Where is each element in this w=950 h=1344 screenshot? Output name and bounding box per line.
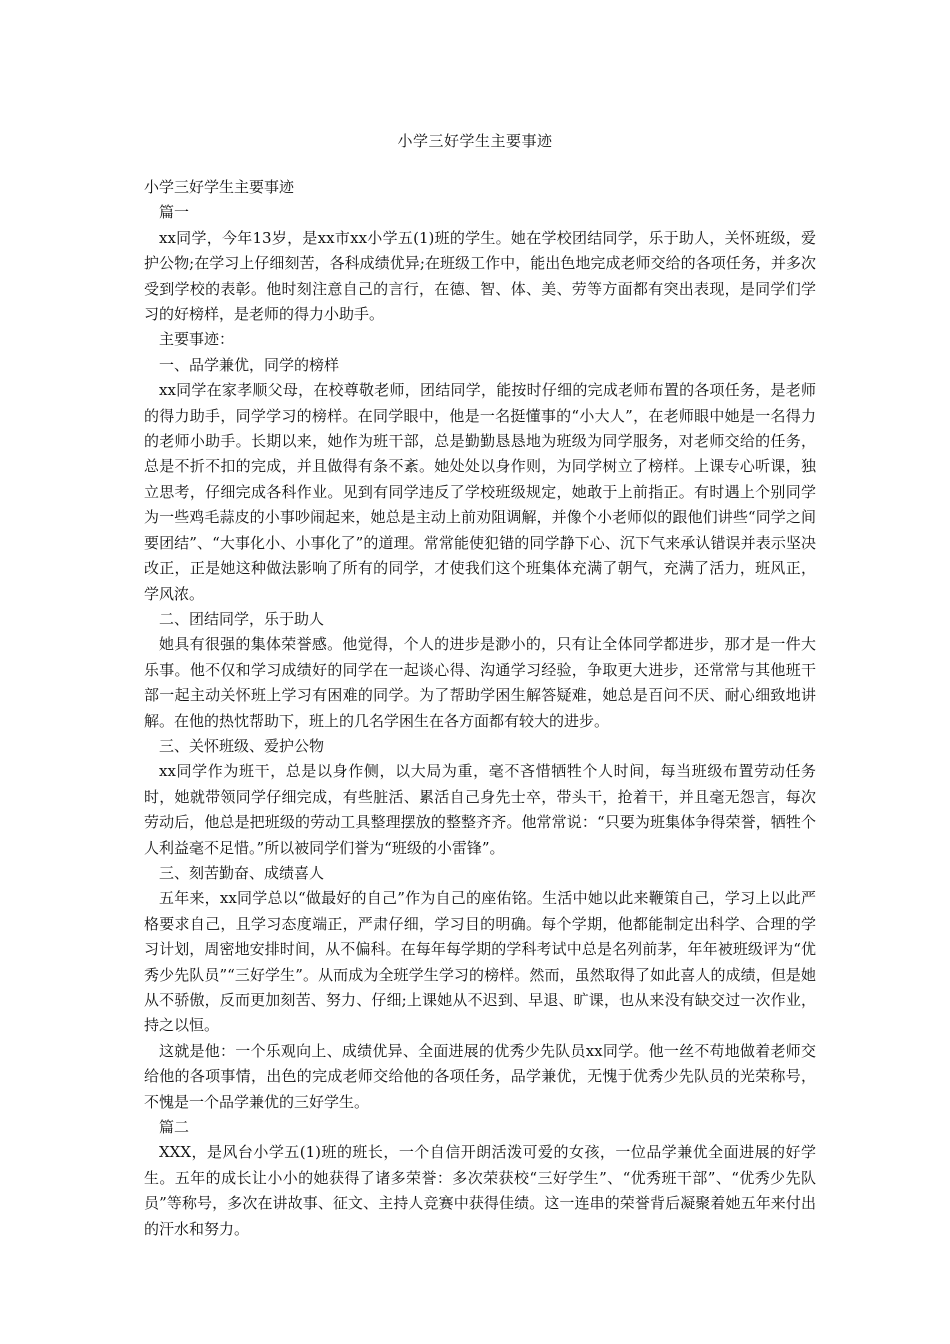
section-label-1: 篇一 <box>159 203 190 222</box>
section-label-2: 篇二 <box>159 1118 190 1137</box>
heading-4: 三、刻苦勤奋、成绩喜人 <box>159 863 325 882</box>
document-title: 小学三好学生主要事迹 <box>397 132 553 150</box>
paragraph-class-care: xx同学作为班干，总是以身作侧，以大局为重，毫不吝惜牺牲个人时间，每当班级布置劳动任务时，她就带领同学仔细完成，有些脏活、累活自己身先士卒，带头干，抢着干，并且毫无怨言，每次劳动后，他总是把班级的劳动工具整理摆放的整整齐齐。他常常说：“只要为班集体争得荣誉，牺牲个人利益毫不足惜。”所以被同学们誉为“班级的小雷锋”。 <box>144 762 816 857</box>
heading-3: 三、关怀班级、爱护公物 <box>159 736 325 755</box>
paragraph-intro: xx同学，今年13岁，是xx市xx小学五(1)班的学生。她在学校团结同学，乐于助人，关怀班级，爱护公物;在学习上仔细刻苦，各科成绩优异;在班级工作中，能出色地完成老师交给的各项任务，并多次受到学校的表彰。他时刻注意自己的言行，在德、智、体、美、劳等方面都有突出表现，是同学们学习的好榜样，是老师的得力小助手。 <box>144 228 816 324</box>
heading-1: 一、品学兼优，同学的榜样 <box>159 355 340 374</box>
document-subtitle: 小学三好学生主要事迹 <box>144 178 295 196</box>
main-deeds-heading: 主要事迹： <box>159 330 235 349</box>
heading-2: 二、团结同学，乐于助人 <box>159 609 325 628</box>
document-body <box>144 175 816 1242</box>
paragraph-role-model: xx同学在家孝顺父母，在校尊敬老师，团结同学，能按时仔细的完成老师布置的各项任务，是老师的得力助手，同学学习的榜样。在同学眼中，他是一名挺懂事的“小大人”，在老师眼中她是一名得力的老师小助手。长期以来，她作为班干部，总是勤勤恳恳地为班级为同学服务，对老师交给的任务，总是不折不扣的完成，并且做得有条不紊。她处处以身作则，为同学树立了榜样。上课专心听课，独立思考，仔细完成各科作业。见到有同学违反了学校班级规定，她敢于上前指正。有时遇上个别同学为一些鸡毛蒜皮的小事吵闹起来，她总是主动上前劝阻调解，并像个小老师似的跟他们讲些“同学之间要团结”、“大事化小、小事化了”的道理。常常能使犯错的同学静下心、沉下气来承认错误并表示坚决改正，正是她这种做法影响了所有的同学，才使我们这个班集体充满了朝气，充满了活力，班风正，学风浓。 <box>144 381 816 603</box>
paragraph-helpful: 她具有很强的集体荣誉感。他觉得，个人的进步是渺小的，只有让全体同学都进步，那才是一件大乐事。他不仅和学习成绩好的同学在一起谈心得、沟通学习经验，争取更大进步，还常常与其他班干部一起主动关怀班上学习有困难的同学。为了帮助学困生解答疑难，她总是百问不厌、耐心细致地讲解。在他的热忱帮助下，班上的几名学困生在各方面都有较大的进步。 <box>144 635 816 730</box>
paragraph-summary: 这就是他：一个乐观向上、成绩优异、全面进展的优秀少先队员xx同学。他一丝不苟地做着老师交给他的各项事情，出色的完成老师交给他的各项任务，品学兼优，无愧于优秀少先队员的光荣称号，不愧是一个品学兼优的三好学生。 <box>144 1041 816 1111</box>
paragraph-diligent: 五年来，xx同学总以“做最好的自己”作为自己的座佑铭。生活中她以此来鞭策自己，学习上以此严格要求自己，且学习态度端正，严肃仔细，学习目的明确。每个学期，他都能制定出科学、合理的学习计划，周密地安排时间，从不偏科。在每年每学期的学科考试中总是名列前茅，年年被班级评为“优秀少先队员”“三好学生”。从而成为全班学生学习的榜样。然而，虽然取得了如此喜人的成绩，但是她从不骄傲，反而更加刻苦、努力、仔细;上课她从不迟到、早退、旷课，也从来没有缺交过一次作业，持之以恒。 <box>144 889 816 1035</box>
paragraph-part-two: XXX，是风台小学五(1)班的班长，一个自信开朗活泼可爱的女孩，一位品学兼优全面进展的好学生。五年的成长让小小的她获得了诸多荣誉：多次荣获校“三好学生”、“优秀班干部”、“优秀少先队员”等称号，多次在讲故事、征文、主持人竞赛中获得佳绩。这一连串的荣誉背后凝聚着她五年来付出的汗水和努力。 <box>144 1143 816 1238</box>
